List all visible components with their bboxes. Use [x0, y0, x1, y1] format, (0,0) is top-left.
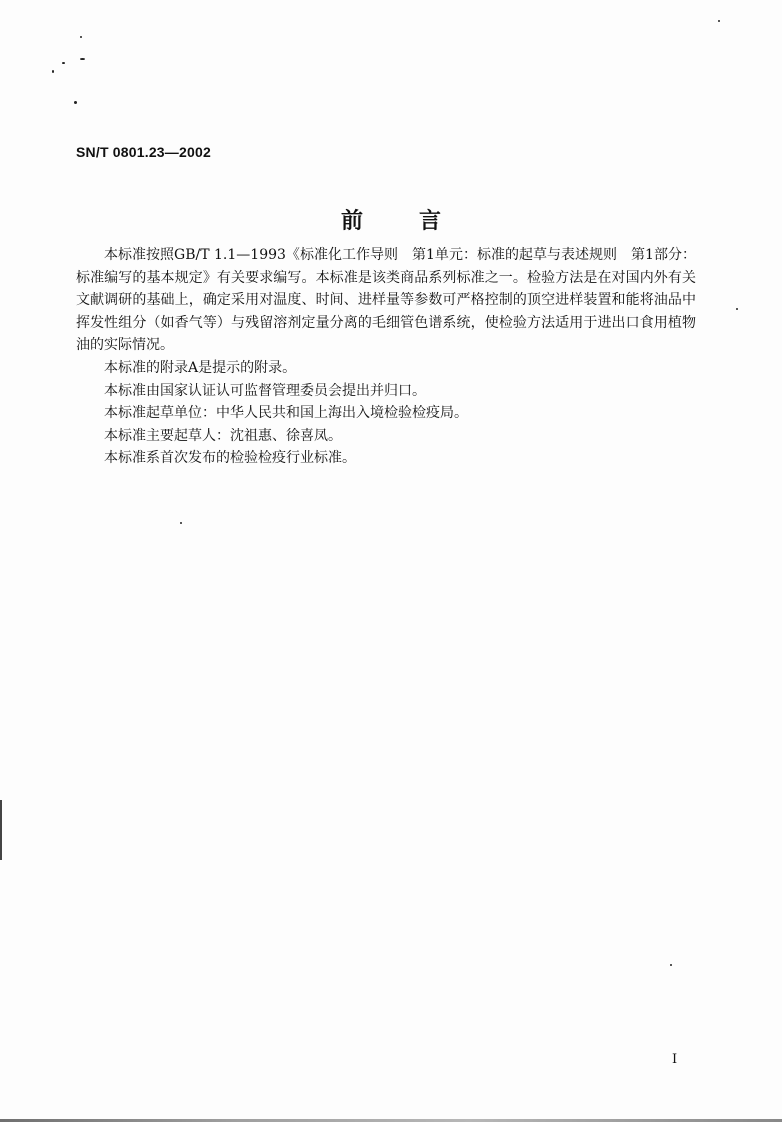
scan-speck	[736, 308, 738, 310]
scan-speck	[180, 522, 182, 524]
paragraph: 本标准的附录A是提示的附录。	[104, 359, 297, 376]
scan-speck	[74, 101, 77, 104]
scan-speck	[80, 58, 85, 60]
paragraph: 本标准主要起草人：沈祖惠、徐喜凤。	[104, 427, 342, 444]
paragraph: 本标准按照GB/T 1.1—1993《标准化工作导则 第1单元：标准的起草与表述规则 第1部分：标准编写的基本规定》有关要求编写。本标准是该类商品系列标准之一。检验方法是在对国内外有关文献调研的基础上，确定采用对温度、时间、进样量等参数可严格控制的顶空进样装置和能将油品中挥发性组分（如香气等）与残留溶剂定量分离的毛细管色谱系统，使检验方法适用于进出口食用植物油的实际情况。	[76, 247, 696, 354]
paragraph: 本标准由国家认证认可监督管理委员会提出并归口。	[104, 382, 426, 399]
page-number: I	[672, 1052, 678, 1067]
scan-speck	[80, 36, 82, 38]
foreword-body	[76, 244, 696, 470]
paragraph: 本标准系首次发布的检验检疫行业标准。	[104, 450, 356, 467]
scan-speck	[62, 62, 65, 64]
paragraph: 本标准起草单位：中华人民共和国上海出入境检验检疫局。	[104, 405, 468, 422]
standard-code: SN/T 0801.23—2002	[76, 144, 211, 160]
scan-speck	[718, 20, 720, 22]
scan-speck	[52, 70, 54, 73]
scan-speck	[670, 964, 672, 966]
page-title: 前言	[340, 208, 497, 234]
scan-edge	[0, 800, 2, 860]
